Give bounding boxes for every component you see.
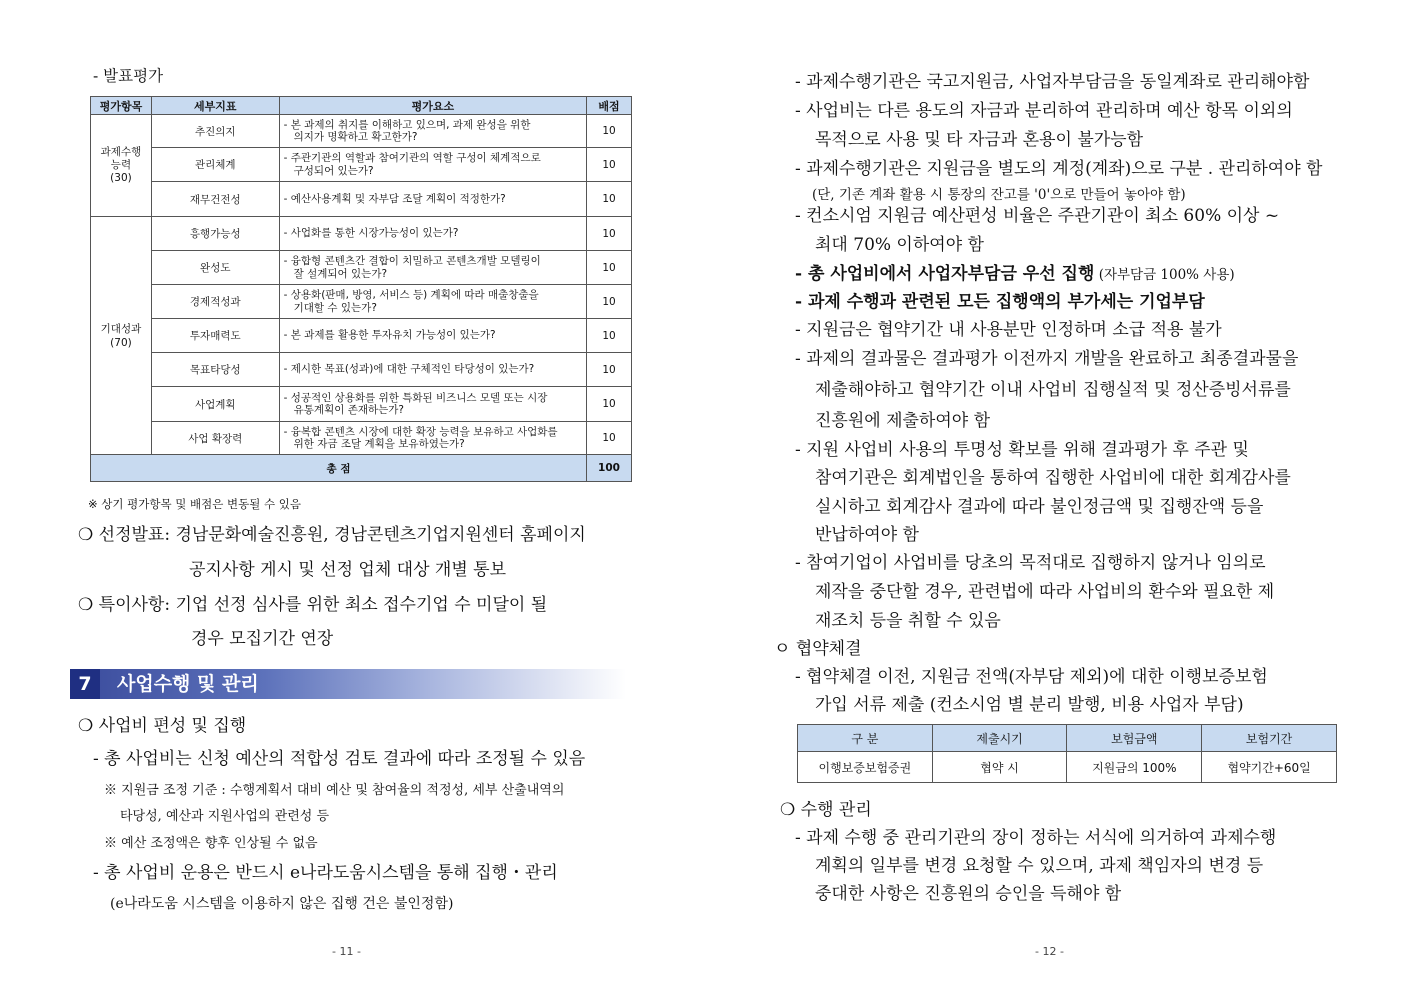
section-header xyxy=(70,669,626,699)
insurance-table xyxy=(797,724,1337,783)
agreement-line-cont: 가입 서류 제출 (컨소시엄 별 분리 발행, 비용 사업자 부담) xyxy=(815,695,1244,715)
table-row xyxy=(798,752,1337,783)
rule-line: - 지원금은 협약기간 내 사용분만 인정하며 소급 적용 불가 xyxy=(795,320,1222,340)
rule-line-emphasis: - 과제 수행과 관련된 모든 집행액의 부가세는 기업부담 xyxy=(795,292,1205,312)
score-cell: 10 xyxy=(587,115,632,148)
rule-line: - 과제의 결과물은 결과평가 이전까지 개발을 완료하고 최종결과물을 xyxy=(795,349,1299,369)
element-cell: - 주관기관의 역할과 참여기관의 역할 구성이 체계적으로 구성되어 있는가? xyxy=(279,148,586,182)
indicator-cell: 흥행가능성 xyxy=(151,217,279,251)
element-cell: - 본 과제를 활용한 투자유치 가능성이 있는가? xyxy=(279,319,586,353)
table-row xyxy=(91,422,632,455)
rule-line: - 과제수행기관은 지원금을 별도의 계정(계좌)으로 구분 . 관리하여야 함 xyxy=(795,159,1323,179)
rule-line-emphasis: - 총 사업비에서 사업자부담금 우선 집행 (자부담금 100% 사용) xyxy=(795,264,1235,284)
indicator-cell: 투자매력도 xyxy=(151,319,279,353)
total-label-cell: 총 점 xyxy=(91,455,587,482)
element-cell: - 성공적인 상용화를 위한 특화된 비즈니스 모델 또는 시장 유통계획이 존재하는가? xyxy=(279,387,586,422)
table-row xyxy=(91,217,632,251)
table-cell: 협약기간+60일 xyxy=(1202,752,1337,783)
header-cell: 평가요소 xyxy=(279,97,586,115)
indicator-cell: 목표타당성 xyxy=(151,353,279,387)
perform-line: - 과제 수행 중 관리기관의 장이 정하는 서식에 의거하여 과제수행 xyxy=(795,828,1277,848)
table-row xyxy=(91,285,632,319)
score-cell: 10 xyxy=(587,182,632,217)
header-cell: 보험금액 xyxy=(1067,725,1202,752)
element-cell: - 사업화를 통한 시장가능성이 있는가? xyxy=(279,217,586,251)
rule-line-cont: 목적으로 사용 및 타 자금과 혼용이 불가능함 xyxy=(815,130,1144,150)
rule-line-cont: 참여기관은 회계법인을 통하여 집행한 사업비에 대한 회계감사를 xyxy=(815,468,1291,488)
rule-line-cont: 제작을 중단할 경우, 관련법에 따라 사업비의 환수와 필요한 제 xyxy=(815,582,1275,602)
budget-line: - 총 사업비는 신청 예산의 적합성 검토 결과에 따라 조정될 수 있음 xyxy=(93,749,586,769)
header-cell: 제출시기 xyxy=(932,725,1067,752)
indicator-cell: 경제적성과 xyxy=(151,285,279,319)
rule-line: - 컨소시엄 지원금 예산편성 비율은 주관기관이 최소 60% 이상 ~ xyxy=(795,206,1280,226)
agreement-line: - 협약체결 이전, 지원금 전액(자부담 제외)에 대한 이행보증보험 xyxy=(795,667,1268,687)
indicator-cell: 관리체계 xyxy=(151,148,279,182)
element-cell: - 융복합 콘텐츠 시장에 대한 확장 능력을 보유하고 사업화를 위한 자금 조달 계획을 보유하였는가? xyxy=(279,422,586,455)
budget-note: ※ 지원금 조정 기준 : 수행계획서 대비 예산 및 참여율의 적정성, 세부 산출내역의 xyxy=(104,783,565,798)
element-cell: - 본 과제의 취지를 이해하고 있으며, 과제 완성을 위한 의지가 명확하고 확고한가? xyxy=(279,115,586,148)
table-cell: 이행보증보험증권 xyxy=(798,752,933,783)
score-cell: 10 xyxy=(587,251,632,285)
table-header-row xyxy=(91,97,632,115)
header-cell: 보험기간 xyxy=(1202,725,1337,752)
indicator-cell: 추진의지 xyxy=(151,115,279,148)
rule-line: - 참여기업이 사업비를 당초의 목적대로 집행하지 않거나 임의로 xyxy=(795,553,1266,573)
section-title: 사업수행 및 관리 xyxy=(117,673,259,695)
table-row xyxy=(91,353,632,387)
evaluation-table xyxy=(90,96,632,482)
table-row xyxy=(91,182,632,217)
group-label-cell: 기대성과 (70) xyxy=(91,217,152,455)
table-cell: 지원금의 100% xyxy=(1067,752,1202,783)
table-note: ※ 상기 평가항목 및 배점은 변동될 수 있음 xyxy=(88,497,301,511)
table-row xyxy=(91,251,632,285)
element-cell: - 융합형 콘텐츠간 결합이 치밀하고 콘텐츠개발 모델링이 잘 설계되어 있는가? xyxy=(279,251,586,285)
table-cell: 협약 시 xyxy=(932,752,1067,783)
group-label-cell: 과제수행 능력 (30) xyxy=(91,115,152,217)
budget-note-cont: 타당성, 예산과 지원사업의 관련성 등 xyxy=(120,809,330,824)
table-header-row xyxy=(798,725,1337,752)
perform-heading: ❍ 수행 관리 xyxy=(780,800,872,820)
rule-line-cont: 반납하여야 함 xyxy=(815,525,919,545)
table-row xyxy=(91,115,632,148)
rule-line-cont: 실시하고 회계감사 결과에 따라 불인정금액 및 집행잔액 등을 xyxy=(815,497,1264,517)
rule-line-cont: 진흥원에 제출하여야 함 xyxy=(815,411,991,431)
indicator-cell: 사업계획 xyxy=(151,387,279,422)
special-line: ❍ 특이사항: 기업 선정 심사를 위한 최소 접수기업 수 미달이 될 xyxy=(78,595,548,615)
rule-line: - 지원 사업비 사용의 투명성 확보를 위해 결과평가 후 주관 및 xyxy=(795,440,1249,460)
score-cell: 10 xyxy=(587,319,632,353)
rule-line-cont: 제출해야하고 협약기간 이내 사업비 집행실적 및 정산증빙서류를 xyxy=(815,380,1291,400)
table-total-row xyxy=(91,455,632,482)
score-cell: 10 xyxy=(587,148,632,182)
score-cell: 10 xyxy=(587,285,632,319)
announce-line: ❍ 선정발표: 경남문화예술진흥원, 경남콘텐츠기업지원센터 홈페이지 xyxy=(78,525,586,545)
rule-line: - 과제수행기관은 국고지원금, 사업자부담금을 동일계좌로 관리해야함 xyxy=(795,72,1310,92)
table-row xyxy=(91,148,632,182)
element-cell: - 제시한 목표(성과)에 대한 구체적인 타당성이 있는가? xyxy=(279,353,586,387)
element-cell: - 예산사용계획 및 자부담 조달 계획이 적정한가? xyxy=(279,182,586,217)
special-line-cont: 경우 모집기간 연장 xyxy=(191,629,334,649)
page-number: - 11 - xyxy=(332,945,361,958)
score-cell: 10 xyxy=(587,387,632,422)
score-cell: 10 xyxy=(587,353,632,387)
header-cell: 구 분 xyxy=(798,725,933,752)
table-row xyxy=(91,319,632,353)
agreement-heading: ㅇ 협약체결 xyxy=(774,639,862,659)
rule-line-cont: 최대 70% 이하여야 함 xyxy=(815,235,984,255)
budget-line: - 총 사업비 운용은 반드시 e나라도움시스템을 통해 집행・관리 xyxy=(93,863,558,883)
budget-line-note: (e나라도움 시스템을 이용하지 않은 집행 건은 불인정함) xyxy=(110,896,454,912)
header-cell: 배점 xyxy=(587,97,632,115)
presentation-heading: - 발표평가 xyxy=(93,67,164,85)
header-cell: 세부지표 xyxy=(151,97,279,115)
rule-line: - 사업비는 다른 용도의 자금과 분리하여 관리하며 예산 항목 이외의 xyxy=(795,101,1293,121)
page-number: - 12 - xyxy=(1035,945,1064,958)
indicator-cell: 완성도 xyxy=(151,251,279,285)
announce-line-cont: 공지사항 게시 및 선정 업체 대상 개별 통보 xyxy=(189,560,507,580)
perform-line-cont: 계획의 일부를 변경 요청할 수 있으며, 과제 책임자의 변경 등 xyxy=(815,856,1264,876)
rule-line-cont: 재조치 등을 취할 수 있음 xyxy=(815,611,1001,631)
element-cell: - 상용화(판매, 방영, 서비스 등) 계획에 따라 매출창출을 기대할 수 있는가? xyxy=(279,285,586,319)
indicator-cell: 재무건전성 xyxy=(151,182,279,217)
header-cell: 평가항목 xyxy=(91,97,152,115)
table-row xyxy=(91,387,632,422)
budget-heading: ❍ 사업비 편성 및 집행 xyxy=(78,716,247,736)
score-cell: 10 xyxy=(587,217,632,251)
section-number: 7 xyxy=(70,669,100,699)
score-cell: 10 xyxy=(587,422,632,455)
budget-note: ※ 예산 조정액은 향후 인상될 수 없음 xyxy=(104,836,318,851)
rule-note: (단, 기존 계좌 활용 시 통장의 잔고를 '0'으로 만들어 놓아야 함) xyxy=(812,187,1186,203)
total-score-cell: 100 xyxy=(587,455,632,482)
perform-line-cont: 중대한 사항은 진흥원의 승인을 득해야 함 xyxy=(815,884,1122,904)
indicator-cell: 사업 확장력 xyxy=(151,422,279,455)
